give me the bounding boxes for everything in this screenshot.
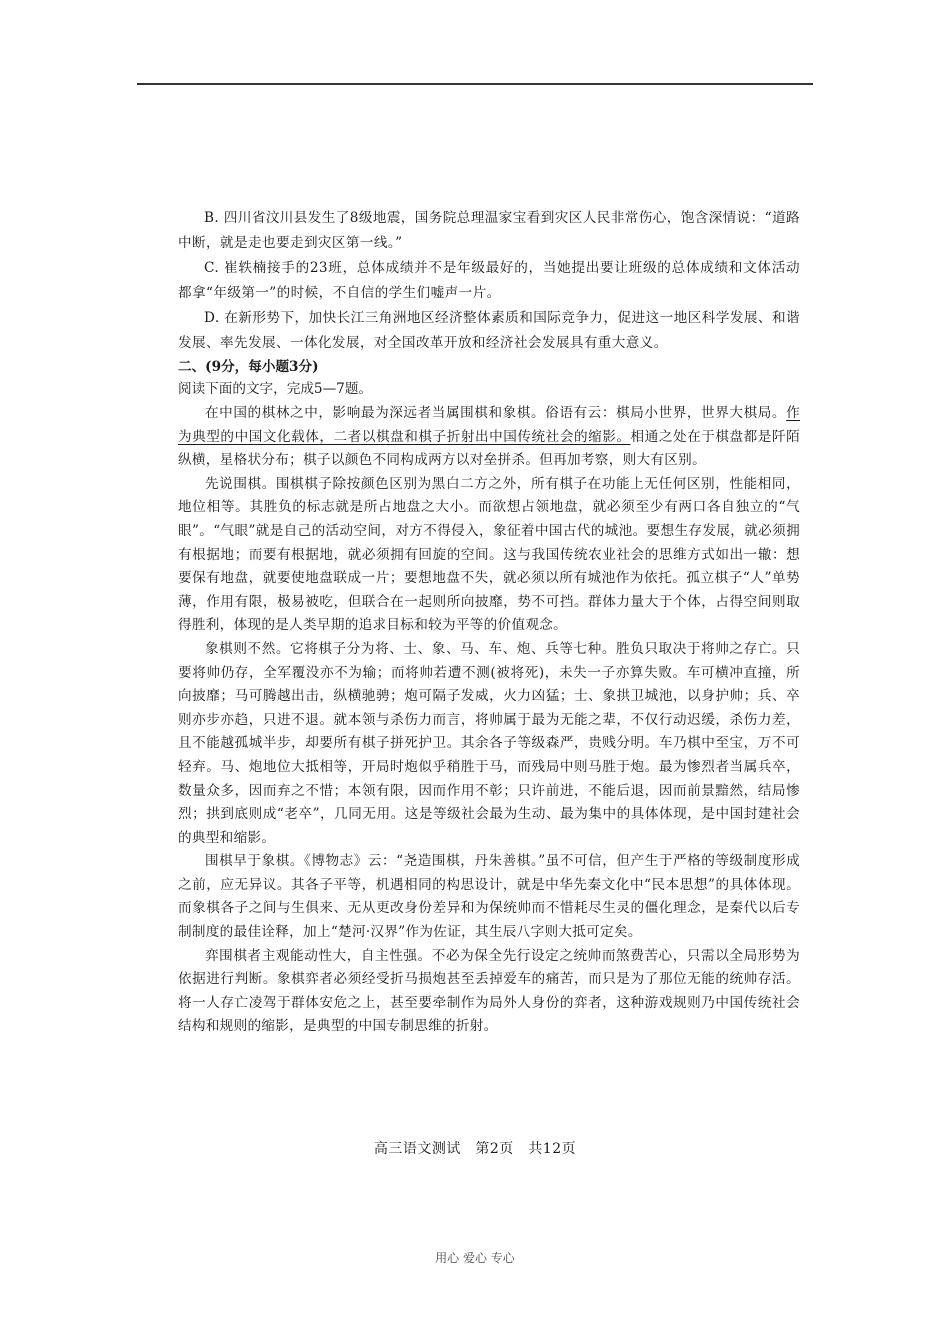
passage-paragraph-4: 围棋早于象棋。《博物志》云：“尧造围棋，丹朱善棋。”虽不可信，但产生于严格的等级制度形成之前，应无异议。其各子平等，机遇相同的构思设计，就是中华先秦文化中“民本思想”的具体体现。而象棋各子之间与生俱来、无从更改身份差异和为保统帅而不惜耗尽生灵的僵化理念，是秦代以后专制制度的最佳诠释，加上“楚河·汉界”作为佐证，其生辰八字则大抵可定矣。 — [178, 853, 800, 941]
passage-paragraph-2: 先说围棋。围棋棋子除按颜色区别为黑白二方之外，所有棋子在功能上无任何区别，性能相同，地位相等。其胜负的标志就是所占地盘之大小。而欲想占领地盘，就必须至少有两口各自独立的“气眼”。“气眼”就是自己的活动空间，对方不得侵入，象征着中国古代的城池。要想生存发展，就必须拥有根据地；而要有根据地，就必须拥有回旋的空间。这与我国传统农业社会的思维方式如出一辙：想要保有地盘，就要使地盘联成一片；要想地盘不失，就必须以所有城池作为依托。孤立棋子“人”单势薄，作用有限，极易被吃，但联合在一起则所向披靡，势不可挡。群体力量大于个体，占得空间则取得胜利，体现的是人类早期的追求目标和较为平等的价值观念。 — [178, 475, 800, 634]
option-d: D. 在新形势下，加快长江三角洲地区经济整体素质和国际竞争力，促进这一地区科学发展、和谐发展、率先发展、一体化发展，对全国改革开放和经济社会发展具有重大意义。 — [178, 310, 800, 351]
underlined-sentence: 作为典型的中国文化载体，二者以棋盘和棋子折射出中国传统社会的缩影。 — [178, 405, 800, 445]
passage-paragraph-1 — [178, 402, 800, 473]
page-number-footer: 高三语文测试 第2页 共12页 — [373, 1141, 577, 1157]
passage-paragraph-3: 象棋则不然。它将棋子分为将、士、象、马、车、炮、兵等七种。胜负只取决于将帅之存亡。只要将帅仍存，全军覆没亦不为输；而将帅若遭不测(被将死)，未失一子亦算失败。车可横冲直撞，所向披靡；马可腾越出击，纵横驰骋；炮可隔子发威，火力凶猛；士、象拱卫城池，以身护帅；兵、卒则亦步亦趋，只进不退。就本领与杀伤力而言，将帅属于最为无能之辈，不仅行动迟缓，杀伤力差，且不能越孤城半步，却要所有棋子拼死护卫。其余各子等级森严，贵贱分明。车乃棋中至宝，万不可轻弃。马、炮地位大抵相等，开局时炮似乎稍胜于马，而残局中则马胜于炮。最为惨烈者当属兵卒，数量众多，因而弃之不惜；本领有限，因而作用不彰；只许前进，不能后退，因而前景黯然，结局惨烈；拱到底则成“老卒”，几同无用。这是等级社会最为生动、最为集中的具体体现，是中国封建社会的典型和缩影。 — [178, 640, 800, 846]
bottom-motto: 用心 爱心 专心 — [435, 1251, 515, 1265]
reading-instruction: 阅读下面的文字，完成5—7题。 — [178, 381, 373, 397]
exam-page-content — [178, 206, 800, 1039]
header-rule — [137, 83, 813, 85]
passage-p1-intro: 在中国的棋林之中，影响最为深远者当属围棋和象棋。俗语有云：棋局小世界，世界大棋局。 — [205, 405, 787, 421]
passage-paragraph-5: 弈围棋者主观能动性大，自主性强。不必为保全先行设定之统帅而煞费苦心，只需以全局形势为依据进行判断。象棋弈者必须经受折马损炮甚至丢掉爱车的痛苦，而只是为了那位无能的统帅存活。将一人存亡凌驾于群体安危之上，甚至要牵制作为局外人身份的弈者，这种游戏规则乃中国传统社会结构和规则的缩影，是典型的中国专制思维的折射。 — [178, 947, 800, 1035]
option-c: C. 崔轶楠接手的23班，总体成绩并不是年级最好的，当她提出要让班级的总体成绩和文体活动都拿“年级第一”的时候，不自信的学生们嘘声一片。 — [178, 260, 800, 301]
section-heading: 二、(9分，每小题3分) — [178, 359, 319, 375]
passage-p1-rest: 相通之处在于棋盘都是阡陌纵横，星格状分布；棋子以颜色不同构成两方以对垒拼杀。但再加考察，则大有区别。 — [178, 428, 800, 469]
option-b: B. 四川省汶川县发生了8级地震，国务院总理温家宝看到灾区人民非常伤心，饱含深情说：“道路中断，就是走也要走到灾区第一线。” — [178, 210, 800, 251]
